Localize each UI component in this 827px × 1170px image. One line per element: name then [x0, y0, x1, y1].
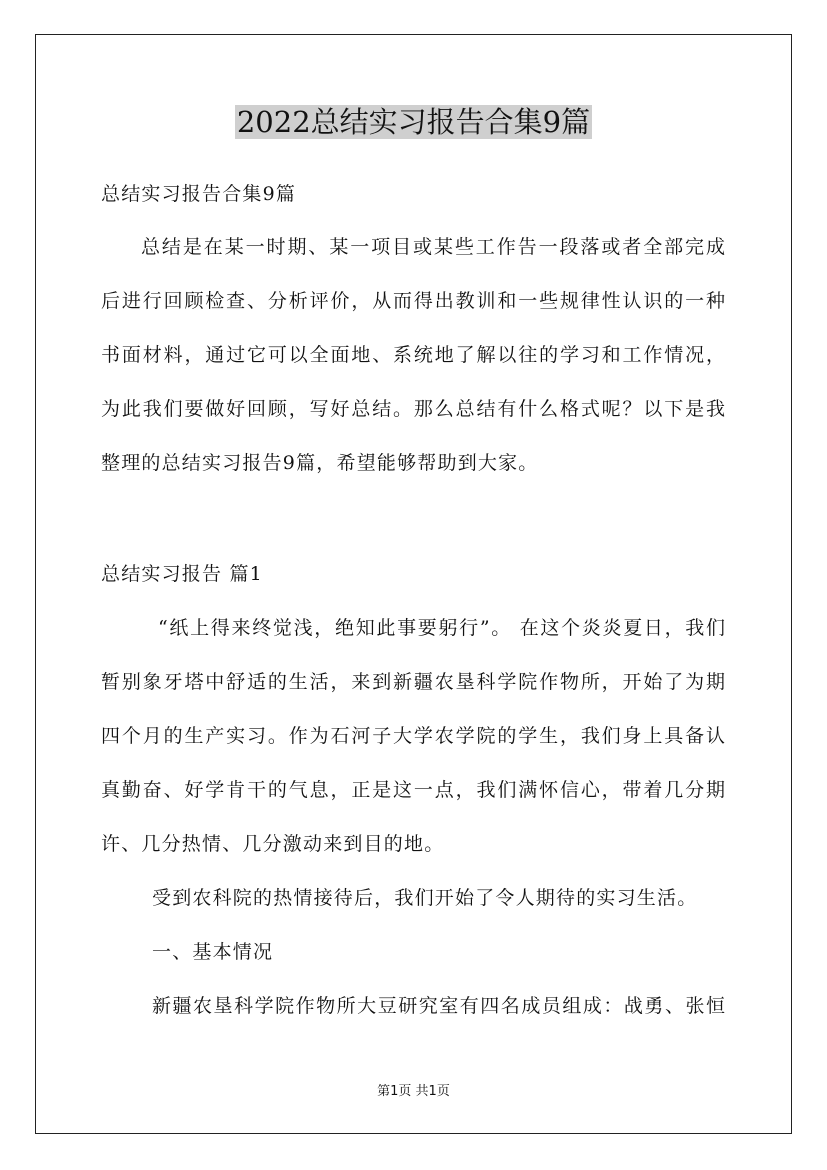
document-title: 2022总结实习报告合集9篇 [236, 105, 591, 139]
intro-line-5: 整理的总结实习报告9篇，希望能够帮助到大家。 [101, 452, 539, 474]
page-footer: 第1页 共1页 [377, 1084, 450, 1099]
body-line-5: 许、几分热情、几分激动来到目的地。 [101, 833, 445, 855]
section-subheading: 一、基本情况 [152, 941, 274, 963]
intro-line-1: 总结是在某一时期、某一项目或某些工作告一段落或者全部完成 [141, 236, 725, 258]
body-line-2: 暂别象牙塔中舒适的生活，来到新疆农垦科学院作物所，开始了为期 [101, 671, 725, 693]
intro-line-3: 书面材料，通过它可以全面地、系统地了解以往的学习和工作情况， [101, 344, 725, 366]
section-heading: 总结实习报告 篇1 [101, 563, 263, 585]
subtitle: 总结实习报告合集9篇 [101, 183, 297, 205]
body-line-6: 受到农科院的热情接待后，我们开始了令人期待的实习生活。 [152, 887, 698, 909]
intro-line-2: 后进行回顾检查、分析评价，从而得出教训和一些规律性认识的一种 [101, 290, 725, 312]
body-line-1: “纸上得来终觉浅，绝知此事要躬行”。 在这个炎炎夏日，我们 [158, 617, 725, 639]
body-line-4: 真勤奋、好学肯干的气息，正是这一点，我们满怀信心，带着几分期 [101, 779, 725, 801]
body-line-8: 新疆农垦科学院作物所大豆研究室有四名成员组成：战勇、张恒 [152, 995, 725, 1017]
body-line-3: 四个月的生产实习。作为石河子大学农学院的学生，我们身上具备认 [101, 725, 725, 747]
intro-line-4: 为此我们要做好回顾，写好总结。那么总结有什么格式呢？以下是我 [101, 398, 725, 420]
